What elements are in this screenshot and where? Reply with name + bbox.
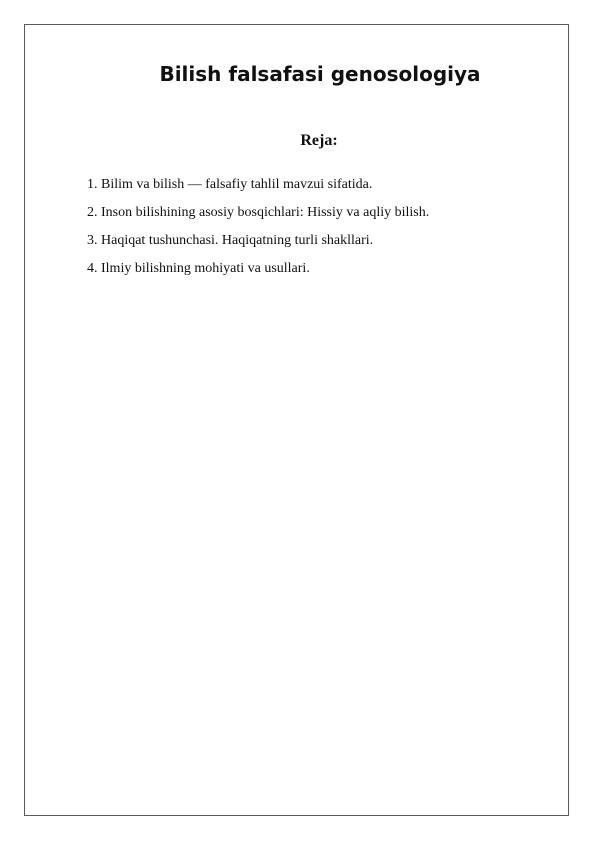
plan-list xyxy=(87,176,429,288)
plan-item: 3. Haqiqat tushunchasi. Haqiqatning turli shakllari. xyxy=(87,233,374,248)
plan-item: 1. Bilim va bilish — falsafiy tahlil mavzui sifatida. xyxy=(87,177,373,192)
plan-item: 4. Ilmiy bilishning mohiyati va usullari. xyxy=(87,261,310,276)
plan-item: 2. Inson bilishining asosiy bosqichlari: Hissiy va aqliy bilish. xyxy=(87,205,430,220)
plan-heading: Reja: xyxy=(300,132,338,149)
document-title: Bilish falsafasi genosologiya xyxy=(159,62,481,86)
